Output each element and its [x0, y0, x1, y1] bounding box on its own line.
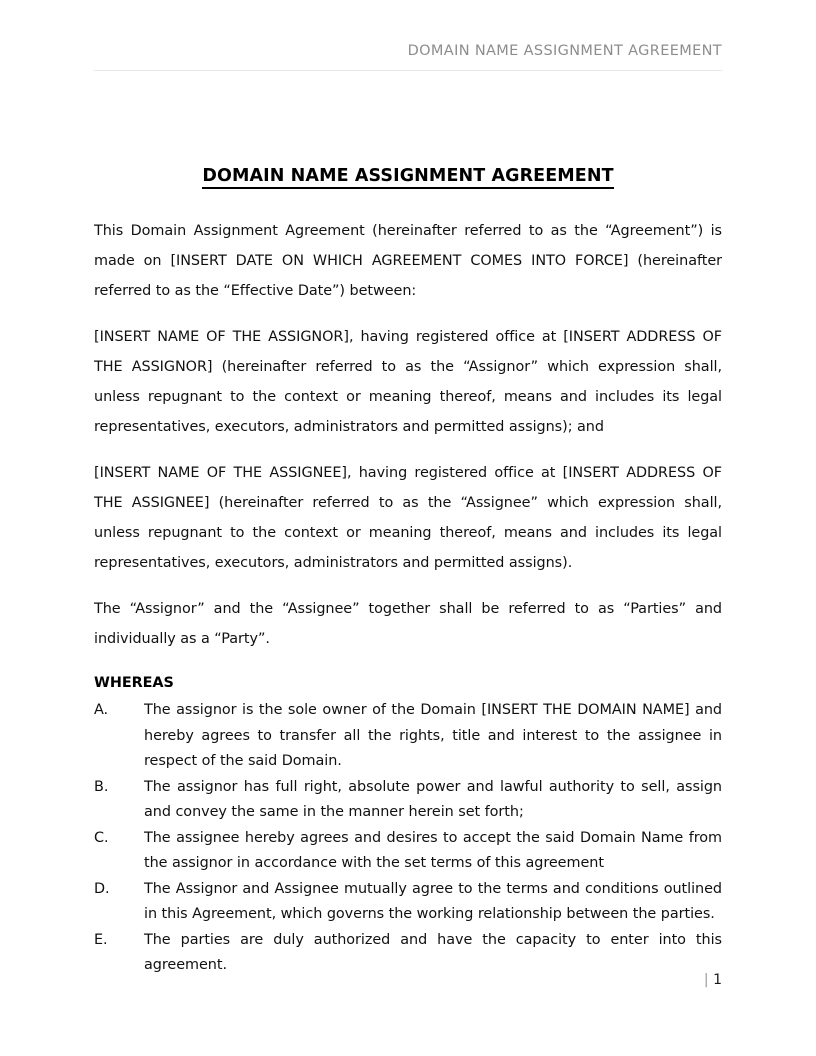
whereas-heading: WHEREAS	[94, 675, 174, 691]
document-title-text: DOMAIN NAME ASSIGNMENT AGREEMENT	[202, 166, 613, 189]
document-title	[94, 164, 722, 188]
footer-separator: |	[703, 972, 709, 988]
document-header	[94, 41, 722, 71]
list-item-text: The assignor is the sole owner of the Domain [INSERT THE DOMAIN NAME] and hereby agrees to transfer all the rights, title and interest to the assignee in respect of the said Domain.	[144, 702, 722, 769]
list-item-text: The assignor has full right, absolute power and lawful authority to sell, assign and convey the same in the manner herein set forth;	[144, 778, 722, 820]
list-item-text: The parties are duly authorized and have the capacity to enter into this agreement.	[144, 931, 722, 973]
list-item-marker: B.	[94, 778, 109, 795]
document-footer	[94, 970, 722, 990]
list-item-marker: D.	[94, 880, 110, 897]
paragraph-assignor: [INSERT NAME OF THE ASSIGNOR], having registered office at [INSERT ADDRESS OF THE ASSIGNOR] (hereinafter referred to as the “Assignor” which expression shall, unless repugnant to the context or meaning thereof, means and includes its legal representatives, executors, administrators and permitted assigns); and	[94, 329, 722, 435]
header-divider	[94, 70, 722, 71]
document-body	[94, 150, 722, 979]
footer-page-number: 1	[713, 972, 722, 988]
list-item-marker: C.	[94, 829, 109, 846]
list-item	[94, 877, 722, 928]
list-item	[94, 698, 722, 775]
recitals-list	[94, 698, 722, 979]
header-running-title: DOMAIN NAME ASSIGNMENT AGREEMENT	[407, 43, 722, 59]
paragraph-assignee: [INSERT NAME OF THE ASSIGNEE], having registered office at [INSERT ADDRESS OF THE ASSIGNEE] (hereinafter referred to as the “Assignee” which expression shall, unless repugnant to the context or meaning thereof, means and includes its legal representatives, executors, administrators and permitted assigns).	[94, 465, 722, 571]
list-item	[94, 775, 722, 826]
paragraph-recital-intro: This Domain Assignment Agreement (hereinafter referred to as the “Agreement”) is made on [INSERT DATE ON WHICH AGREEMENT COMES INTO FORCE] (hereinafter referred to as the “Effective Date”) between:	[94, 223, 722, 299]
paragraph-parties: The “Assignor” and the “Assignee” together shall be referred to as “Parties” and individually as a “Party”.	[94, 601, 722, 647]
list-item-marker: A.	[94, 702, 109, 718]
list-item-text: The Assignor and Assignee mutually agree to the terms and conditions outlined in this Agreement, which governs the working relationship between the parties.	[144, 880, 722, 922]
list-item	[94, 826, 722, 877]
list-item-text: The assignee hereby agrees and desires to accept the said Domain Name from the assignor in accordance with the set terms of this agreement	[144, 829, 722, 871]
list-item-marker: E.	[94, 931, 108, 948]
